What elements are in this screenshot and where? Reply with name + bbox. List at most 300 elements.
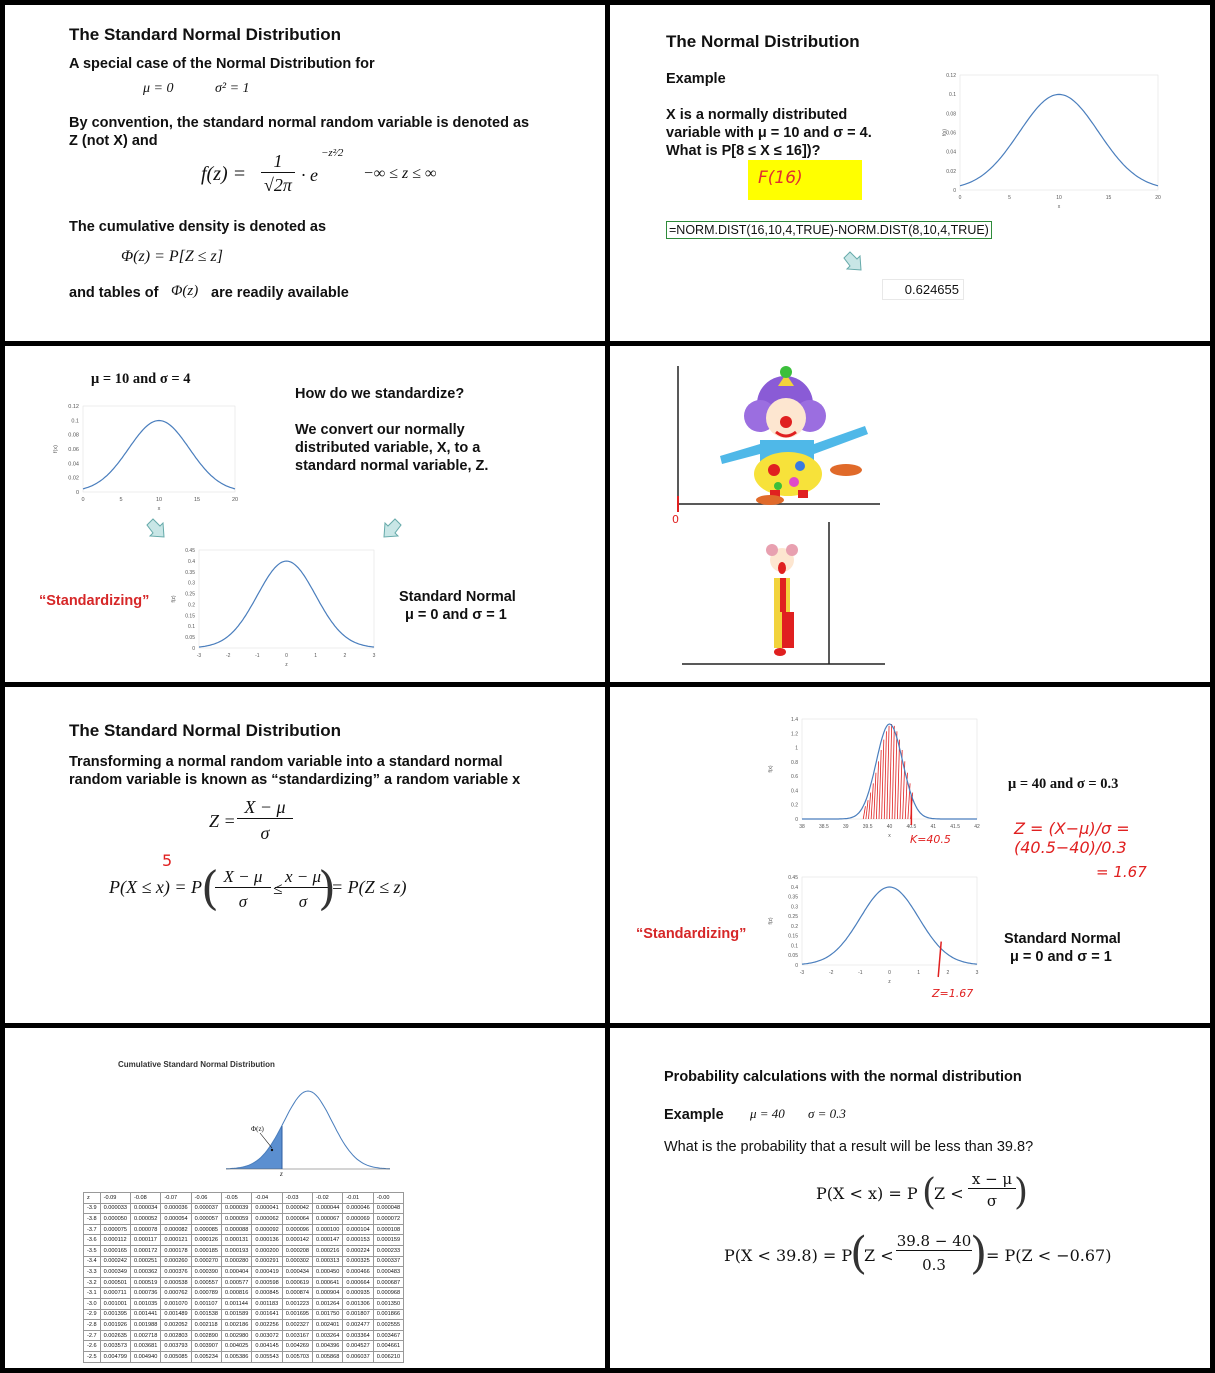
table-cell: 0.000193	[222, 1245, 252, 1256]
table-cell: 0.000096	[282, 1224, 312, 1235]
prob-lhs: P(X ≤ x) = P	[109, 877, 202, 897]
y-tick-label: 0.8	[791, 759, 798, 766]
table-cell: 0.000121	[161, 1235, 191, 1246]
x-axis-label: z	[285, 662, 288, 668]
table-cell: -3.1	[84, 1288, 101, 1299]
table-row	[84, 1214, 404, 1225]
y-tick-label: 0	[192, 646, 195, 652]
table-cell: 0.000337	[373, 1256, 403, 1267]
y-tick-label: 0.2	[188, 602, 195, 609]
table-header: -0.05	[222, 1193, 252, 1204]
pdf-exponent: −z²⁄2	[321, 147, 344, 159]
table-cell: -2.9	[84, 1309, 101, 1320]
chart-normal-mu10	[940, 63, 1170, 213]
std-normal-title: Standard Normal	[1004, 931, 1121, 947]
shade-hatch	[869, 793, 871, 819]
shade-hatch	[884, 731, 886, 819]
table-cell: 0.003573	[100, 1341, 130, 1352]
table-cell: 0.001807	[343, 1309, 373, 1320]
table-cell: 0.002327	[282, 1320, 312, 1331]
z-axis-label: z	[280, 1170, 283, 1178]
table-cell: 0.000816	[222, 1288, 252, 1299]
x-axis-label: x	[1057, 204, 1061, 210]
table-cell: 0.002401	[313, 1320, 343, 1331]
handwritten-z-calc: Z = (X−μ)/σ = (40.5−40)/0.3	[1014, 819, 1130, 857]
table-cell: 0.000376	[161, 1267, 191, 1278]
table-cell: 0.001264	[313, 1298, 343, 1309]
table-cell: 0.000136	[252, 1235, 282, 1246]
table-cell: 0.000200	[252, 1245, 282, 1256]
shade-hatch	[879, 750, 881, 819]
table-cell: 0.000159	[373, 1235, 403, 1246]
table-cell: 0.000050	[100, 1214, 130, 1225]
example-label: Example	[664, 1107, 724, 1123]
shade-hatch	[866, 800, 868, 819]
table-row	[84, 1341, 404, 1352]
series-line	[960, 94, 1158, 185]
table-header: -0.02	[313, 1193, 343, 1204]
table-cell: 0.000390	[191, 1267, 221, 1278]
x-tick-label: 20	[1155, 195, 1161, 201]
table-cell: 0.000466	[343, 1267, 373, 1278]
table-cell: 0.001695	[282, 1309, 312, 1320]
table-cell: 0.000538	[161, 1277, 191, 1288]
table-row	[84, 1277, 404, 1288]
slide-standard-normal-def	[5, 5, 605, 341]
table-cell: 0.002186	[222, 1320, 252, 1331]
f2-lhs: P(X < 39.8) = P	[724, 1246, 853, 1265]
table-cell: 0.000052	[130, 1214, 160, 1225]
x-tick-label: 39	[842, 824, 849, 830]
table-cell: -2.6	[84, 1341, 101, 1352]
table-cell: 0.000434	[282, 1267, 312, 1278]
table-header: -0.00	[373, 1193, 403, 1204]
slide-probability-calc	[610, 1028, 1210, 1368]
y-tick-label: 0	[795, 817, 798, 823]
table-cell: 0.000048	[373, 1203, 403, 1214]
y-tick-label: 0	[75, 490, 79, 496]
y-tick-label: 0.12	[68, 404, 79, 410]
pdf-range: −∞ ≤ z ≤ ∞	[363, 165, 437, 182]
table-cell: 0.001589	[222, 1309, 252, 1320]
table-cell: 0.000100	[313, 1224, 343, 1235]
table-cell: 0.001538	[191, 1309, 221, 1320]
table-header: -0.06	[191, 1193, 221, 1204]
table-cell: 0.001350	[373, 1298, 403, 1309]
shade-hatch	[895, 731, 897, 819]
tables-symbol: Φ(z)	[171, 283, 199, 299]
table-cell: 0.000067	[313, 1214, 343, 1225]
f1-left-paren: (	[922, 1172, 937, 1213]
table-cell: 0.001489	[161, 1309, 191, 1320]
table-cell: -3.5	[84, 1245, 101, 1256]
table-cell: 0.000450	[313, 1267, 343, 1278]
table-cell: 0.001926	[100, 1320, 130, 1331]
table-cell: 0.000064	[282, 1214, 312, 1225]
table-cell: 0.000736	[130, 1288, 160, 1299]
excel-formula[interactable]: =NORM.DIST(16,10,4,TRUE)-NORM.DIST(8,10,4,TRUE)	[666, 221, 992, 239]
table-cell: 0.003467	[373, 1330, 403, 1341]
table-cell: 0.000117	[130, 1235, 160, 1246]
x-tick-label: 0	[958, 195, 962, 201]
table-cell: 0.001866	[373, 1309, 403, 1320]
table-row	[84, 1203, 404, 1214]
y-tick-label: 0.15	[788, 933, 798, 940]
table-row	[84, 1309, 404, 1320]
table-header: -0.01	[343, 1193, 373, 1204]
table-cell: 0.001441	[130, 1309, 160, 1320]
table-cell: 0.000302	[282, 1256, 312, 1267]
table-cell: 0.004527	[343, 1341, 373, 1352]
slide-normal-example	[610, 5, 1210, 341]
std-normal-title: Standard Normal	[399, 589, 516, 605]
x-axis-label: z	[888, 979, 891, 985]
x-tick-label: 40	[886, 824, 893, 830]
shade-hatch	[882, 740, 884, 819]
axis-origin-label: 0	[672, 513, 679, 526]
z-formula-lhs: Z =	[209, 811, 236, 831]
table-cell: 0.000968	[373, 1288, 403, 1299]
table-row	[84, 1320, 404, 1331]
y-tick-label: 0.2	[791, 923, 798, 930]
table-cell: 0.000313	[313, 1256, 343, 1267]
y-tick-label: 0.1	[949, 92, 956, 99]
table-cell: 0.000935	[343, 1288, 373, 1299]
f1-z: Z <	[934, 1184, 964, 1203]
table-cell: 0.005085	[161, 1351, 191, 1362]
slide-standardizing-example	[610, 687, 1210, 1023]
table-cell: 0.000270	[191, 1256, 221, 1267]
x-tick-label: 0	[81, 497, 85, 503]
table-cell: 0.000291	[252, 1256, 282, 1267]
table-cell: 0.001641	[252, 1309, 282, 1320]
pdf-denominator: √2π	[264, 175, 292, 195]
table-cell: 0.000260	[161, 1256, 191, 1267]
table-cell: 0.004396	[313, 1341, 343, 1352]
tables-text-post: are readily available	[211, 285, 349, 301]
table-cell: -3.2	[84, 1277, 101, 1288]
plot-area	[802, 877, 977, 965]
table-cell: -3.0	[84, 1298, 101, 1309]
params-label: μ = 40 and σ = 0.3	[1008, 776, 1119, 792]
table-row	[84, 1267, 404, 1278]
y-axis-label: f(z)	[171, 595, 177, 603]
table-cell: -3.7	[84, 1224, 101, 1235]
cumulative-text: The cumulative density is denoted as	[69, 219, 327, 235]
shade-hatch	[892, 726, 894, 819]
table-cell: -2.7	[84, 1330, 101, 1341]
y-tick-label: 0.6	[791, 774, 798, 781]
params-label: μ = 10 and σ = 4	[91, 371, 191, 387]
y-tick-label: 0.04	[946, 149, 956, 156]
x-tick-label: 1	[314, 653, 318, 659]
y-tick-label: 0.12	[946, 73, 956, 79]
tables-text-pre: and tables of	[69, 285, 159, 301]
x-tick-label: 41	[930, 824, 937, 830]
prob-numerator-1: X − μ	[215, 867, 271, 888]
x-tick-label: -3	[799, 970, 805, 976]
table-cell: 0.000419	[252, 1267, 282, 1278]
y-tick-label: 0.08	[68, 432, 79, 439]
param-sigma: σ² = 1	[215, 81, 250, 96]
table-cell: 0.005543	[252, 1351, 282, 1362]
highlight-box	[748, 160, 862, 200]
table-cell: 0.005703	[282, 1351, 312, 1362]
series-line	[802, 887, 977, 964]
table-cell: 0.000033	[100, 1203, 130, 1214]
y-tick-label: 1.2	[791, 731, 798, 738]
pdf-exp-base: · e	[301, 165, 318, 185]
table-cell: 0.000641	[313, 1277, 343, 1288]
subtitle: A special case of the Normal Distribution for	[69, 56, 375, 72]
chart-normal-mu40	[760, 711, 990, 851]
y-tick-label: 0.1	[71, 418, 79, 425]
table-row	[84, 1235, 404, 1246]
phi-label: Φ(z)	[251, 1125, 264, 1133]
table-header: -0.09	[100, 1193, 130, 1204]
shade-hatch	[890, 724, 892, 819]
standardize-text: Transforming a normal random variable into a standard normal random variable is known as “standardizing” a random variable x	[69, 754, 521, 788]
table-cell: 0.001223	[282, 1298, 312, 1309]
table-cell: 0.002718	[130, 1330, 160, 1341]
table-cell: 0.002477	[343, 1320, 373, 1331]
table-cell: 0.000147	[313, 1235, 343, 1246]
table-cell: 0.000046	[343, 1203, 373, 1214]
y-tick-label: 0.25	[185, 591, 195, 598]
clown-icon	[720, 366, 868, 505]
table-cell: 0.000178	[161, 1245, 191, 1256]
slide-title: The Standard Normal Distribution	[69, 721, 342, 740]
convention-text: By convention, the standard normal random variable is denoted as Z (not X) and	[69, 115, 530, 149]
x-tick-label: 38.5	[819, 824, 829, 830]
f2-numerator: 39.8 − 40	[896, 1232, 972, 1250]
shade-hatch	[897, 740, 899, 819]
y-axis-label: f(x)	[768, 765, 774, 773]
table-title: Cumulative Standard Normal Distribution	[118, 1060, 275, 1069]
table-cell: 0.006037	[343, 1351, 373, 1362]
shade-hatch	[871, 783, 873, 819]
table-header: -0.08	[130, 1193, 160, 1204]
table-cell: 0.000904	[313, 1288, 343, 1299]
table-cell: 0.000044	[313, 1203, 343, 1214]
table-cell: 0.000054	[161, 1214, 191, 1225]
y-tick-label: 0.35	[788, 894, 798, 901]
table-cell: 0.000041	[252, 1203, 282, 1214]
table-header: -0.07	[161, 1193, 191, 1204]
shade-hatch	[887, 726, 889, 819]
cumulative-curve-illustration	[220, 1088, 395, 1180]
table-cell: 0.000126	[191, 1235, 221, 1246]
table-cell: 0.002256	[252, 1320, 282, 1331]
table-cell: -3.4	[84, 1256, 101, 1267]
table-cell: 0.000404	[222, 1267, 252, 1278]
x-tick-label: 39.5	[862, 824, 873, 830]
table-cell: 0.001395	[100, 1309, 130, 1320]
series-line	[199, 561, 374, 647]
std-normal-params: μ = 0 and σ = 1	[405, 607, 507, 623]
table-cell: 0.000104	[343, 1224, 373, 1235]
y-tick-label: 0	[953, 188, 956, 194]
y-tick-label: 0.3	[791, 904, 798, 911]
prob-rhs: = P(Z ≤ z)	[331, 877, 407, 897]
x-tick-label: 3	[975, 970, 979, 976]
f2-z: Z <	[864, 1246, 894, 1265]
x-tick-label: 5	[119, 497, 123, 503]
x-tick-label: -2	[828, 970, 834, 976]
standardizing-label: “Standardizing”	[636, 926, 747, 942]
table-cell: 0.000325	[343, 1256, 373, 1267]
arrow-down-right-icon	[842, 251, 866, 280]
x-tick-label: 5	[1008, 195, 1011, 201]
table-row	[84, 1330, 404, 1341]
table-cell: 0.004799	[100, 1351, 130, 1362]
table-cell: 0.005234	[191, 1351, 221, 1362]
table-cell: 0.002635	[100, 1330, 130, 1341]
explain-text: We convert our normally distributed variable, X, to a standard normal variable, Z.	[295, 422, 489, 474]
table-cell: 0.002052	[161, 1320, 191, 1331]
x-tick-label: -2	[225, 653, 231, 659]
table-cell: 0.005868	[313, 1351, 343, 1362]
y-tick-label: 0.04	[68, 461, 79, 468]
prob-numerator-2: x − μ	[275, 867, 331, 888]
table-cell: 0.000224	[343, 1245, 373, 1256]
clown-illustration	[610, 346, 1210, 682]
table-cell: 0.000501	[100, 1277, 130, 1288]
table-cell: 0.000242	[100, 1256, 130, 1267]
table-cell: 0.000078	[130, 1224, 160, 1235]
question-text: How do we standardize?	[295, 386, 465, 402]
table-cell: 0.000711	[100, 1288, 130, 1299]
table-cell: 0.000108	[373, 1224, 403, 1235]
table-cell: 0.000519	[130, 1277, 160, 1288]
plot-area	[83, 406, 235, 492]
f1-denominator: σ	[986, 1192, 998, 1210]
table-cell: 0.006210	[373, 1351, 403, 1362]
z-denominator: σ	[260, 823, 270, 843]
table-cell: 0.000598	[252, 1277, 282, 1288]
param-mu: μ = 0	[143, 81, 174, 96]
table-cell: 0.000845	[252, 1288, 282, 1299]
slide-clowns	[610, 346, 1210, 682]
table-cell: -3.6	[84, 1235, 101, 1246]
table-cell: 0.002555	[373, 1320, 403, 1331]
y-tick-label: 0.02	[946, 168, 956, 175]
y-tick-label: 0.05	[185, 635, 195, 642]
table-cell: 0.000185	[191, 1245, 221, 1256]
table-cell: 0.003072	[252, 1330, 282, 1341]
pdf-lhs: f(z) =	[201, 163, 247, 185]
y-tick-label: 0.05	[788, 953, 798, 960]
table-cell: 0.004025	[222, 1341, 252, 1352]
prob-le: ≤	[273, 879, 283, 898]
table-cell: 0.001988	[130, 1320, 160, 1331]
table-cell: 0.000789	[191, 1288, 221, 1299]
table-cell: 0.000557	[191, 1277, 221, 1288]
table-cell: 0.000062	[252, 1214, 282, 1225]
slide-title: The Normal Distribution	[666, 32, 860, 51]
y-tick-label: 0.4	[791, 884, 798, 891]
table-row	[84, 1224, 404, 1235]
y-tick-label: 0.1	[188, 624, 195, 631]
slide-title: The Standard Normal Distribution	[69, 25, 342, 44]
table-cell: 0.000208	[282, 1245, 312, 1256]
f2-right-paren: )	[970, 1228, 988, 1279]
std-normal-params: μ = 0 and σ = 1	[1010, 949, 1112, 965]
x-tick-label: 0	[285, 653, 288, 659]
chart-normal-mu10-small	[45, 398, 245, 518]
result-cell[interactable]: 0.624655	[882, 279, 964, 300]
y-tick-label: 0.06	[68, 447, 79, 453]
x-tick-label: 3	[372, 653, 376, 659]
table-cell: -2.8	[84, 1320, 101, 1331]
slide-title: Probability calculations with the normal distribution	[664, 1069, 1022, 1085]
y-axis-label: f(x)	[53, 445, 59, 453]
table-cell: 0.000251	[130, 1256, 160, 1267]
f1-right-paren: )	[1014, 1172, 1029, 1213]
x-tick-label: 40.5	[906, 824, 917, 830]
param-mu: μ = 40	[750, 1106, 785, 1121]
table-row	[84, 1288, 404, 1299]
slide-z-table	[5, 1028, 605, 1368]
y-tick-label: 0.35	[185, 569, 195, 576]
table-cell: -3.3	[84, 1267, 101, 1278]
f1-lhs: P(X < x) = P	[816, 1184, 918, 1203]
x-tick-label: -3	[196, 653, 202, 659]
table-cell: 0.003681	[130, 1341, 160, 1352]
table-cell: 0.000874	[282, 1288, 312, 1299]
table-cell: 0.000092	[252, 1224, 282, 1235]
table-cell: 0.004269	[282, 1341, 312, 1352]
table-cell: 0.000577	[222, 1277, 252, 1288]
table-cell: 0.001144	[222, 1298, 252, 1309]
y-tick-label: 0.2	[791, 802, 798, 809]
table-cell: 0.000075	[100, 1224, 130, 1235]
y-tick-label: 1	[795, 745, 798, 752]
x-tick-label: 41.5	[950, 824, 960, 830]
table-cell: 0.004940	[130, 1351, 160, 1362]
table-cell: 0.000153	[343, 1235, 373, 1246]
x-tick-label: 38	[799, 824, 805, 830]
table-cell: 0.000349	[100, 1267, 130, 1278]
table-header: z	[84, 1193, 101, 1204]
arrow-down-right-icon	[145, 518, 171, 549]
handwritten-z-result: = 1.67	[1096, 863, 1147, 881]
x-tick-label: 10	[1056, 195, 1062, 201]
y-tick-label: 0.15	[185, 613, 195, 620]
table-cell: 0.002890	[191, 1330, 221, 1341]
table-cell: 0.000216	[313, 1245, 343, 1256]
param-sigma: σ = 0.3	[808, 1106, 846, 1121]
table-cell: 0.000082	[161, 1224, 191, 1235]
table-row	[84, 1351, 404, 1362]
plot-area	[960, 75, 1158, 190]
table-cell: 0.000172	[130, 1245, 160, 1256]
x-tick-label: 15	[193, 497, 201, 503]
chart-standard-normal	[169, 542, 384, 672]
z-numerator: X − μ	[237, 797, 293, 819]
shade-hatch	[874, 773, 876, 819]
table-cell: 0.003907	[191, 1341, 221, 1352]
f2-left-paren: (	[850, 1228, 868, 1279]
example-label: Example	[666, 71, 726, 87]
table-cell: 0.005386	[222, 1351, 252, 1362]
y-tick-label: 0.08	[946, 111, 956, 118]
y-tick-label: 0.25	[788, 914, 798, 921]
table-cell: 0.003264	[313, 1330, 343, 1341]
f2-denominator: 0.3	[922, 1256, 946, 1274]
y-tick-label: 0.1	[791, 943, 798, 950]
table-header: -0.03	[282, 1193, 312, 1204]
